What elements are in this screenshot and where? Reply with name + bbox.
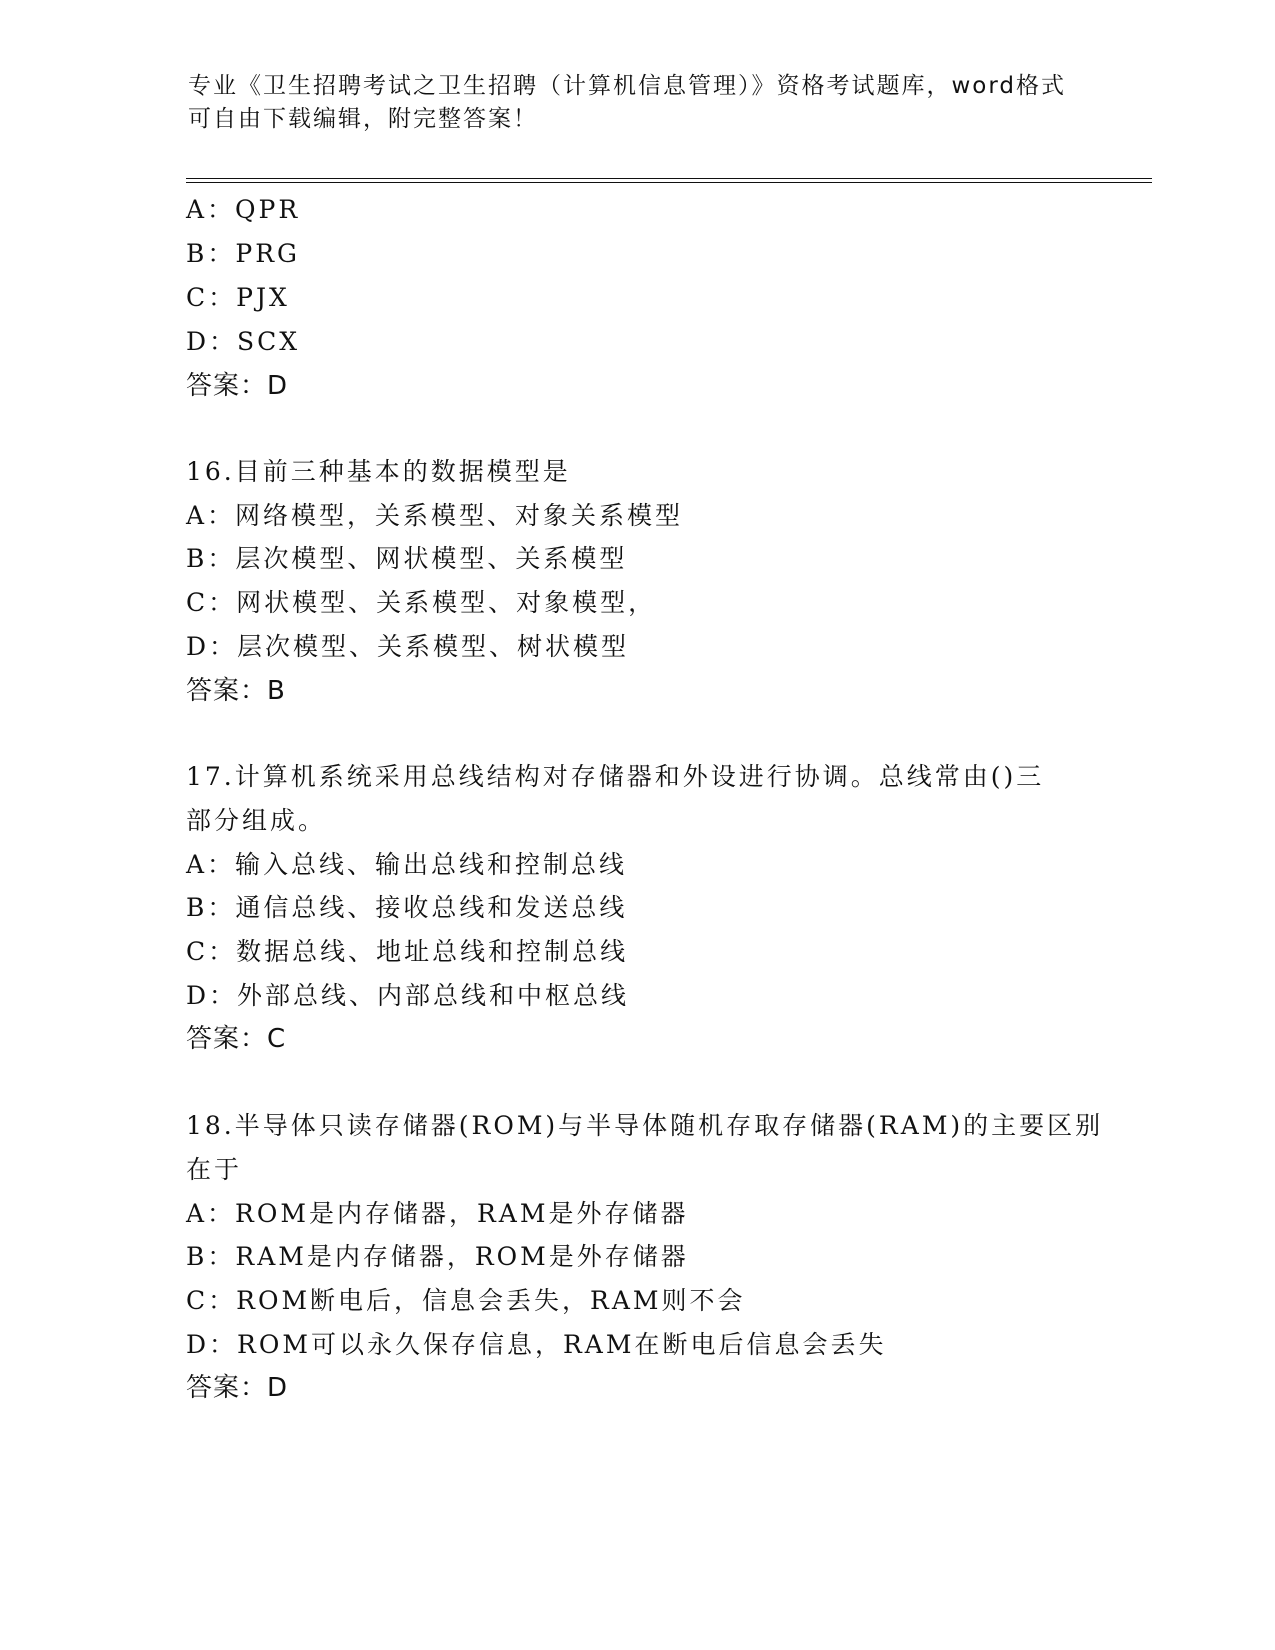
answer-line: 答案：D xyxy=(186,371,289,401)
answer-line: 答案：B xyxy=(186,676,286,706)
header-line-2: 可自由下载编辑，附完整答案！ xyxy=(188,106,538,132)
header-divider-top xyxy=(186,178,1152,179)
option-b: B：通信总线、接收总线和发送总线 xyxy=(186,893,628,922)
option-c: C：ROM断电后，信息会丢失，RAM则不会 xyxy=(186,1286,746,1315)
question-text: 18.半导体只读存储器(ROM)与半导体随机存取存储器(RAM)的主要区别 xyxy=(186,1111,1104,1140)
option-d: D：SCX xyxy=(186,327,301,356)
option-a: A：QPR xyxy=(186,195,301,224)
option-c: C：网状模型、关系模型、对象模型， xyxy=(186,588,657,617)
question-text: 17.计算机系统采用总线结构对存储器和外设进行协调。总线常由()三 xyxy=(186,762,1045,791)
option-b: B：RAM是内存储器，ROM是外存储器 xyxy=(186,1242,689,1271)
question-text-continued: 在于 xyxy=(186,1155,243,1184)
header-divider-bottom xyxy=(186,182,1152,183)
answer-line: 答案：D xyxy=(186,1373,289,1403)
option-a: A：ROM是内存储器，RAM是外存储器 xyxy=(186,1199,689,1228)
option-d: D：ROM可以永久保存信息，RAM在断电后信息会丢失 xyxy=(186,1330,887,1359)
document-header xyxy=(188,70,1088,136)
option-d: D：外部总线、内部总线和中枢总线 xyxy=(186,981,630,1010)
question-text: 16.目前三种基本的数据模型是 xyxy=(186,457,571,486)
option-d: D：层次模型、关系模型、树状模型 xyxy=(186,632,630,661)
option-b: B：层次模型、网状模型、关系模型 xyxy=(186,544,628,573)
option-c: C：PJX xyxy=(186,283,290,312)
option-a: A：网络模型，关系模型、对象关系模型 xyxy=(186,501,684,530)
option-a: A：输入总线、输出总线和控制总线 xyxy=(186,850,628,879)
question-text-continued: 部分组成。 xyxy=(186,806,327,835)
option-c: C：数据总线、地址总线和控制总线 xyxy=(186,937,629,966)
answer-line: 答案：C xyxy=(186,1024,287,1054)
header-line-1: 专业《卫生招聘考试之卫生招聘（计算机信息管理）》资格考试题库，word格式 xyxy=(188,73,1067,99)
option-b: B：PRG xyxy=(186,239,300,268)
